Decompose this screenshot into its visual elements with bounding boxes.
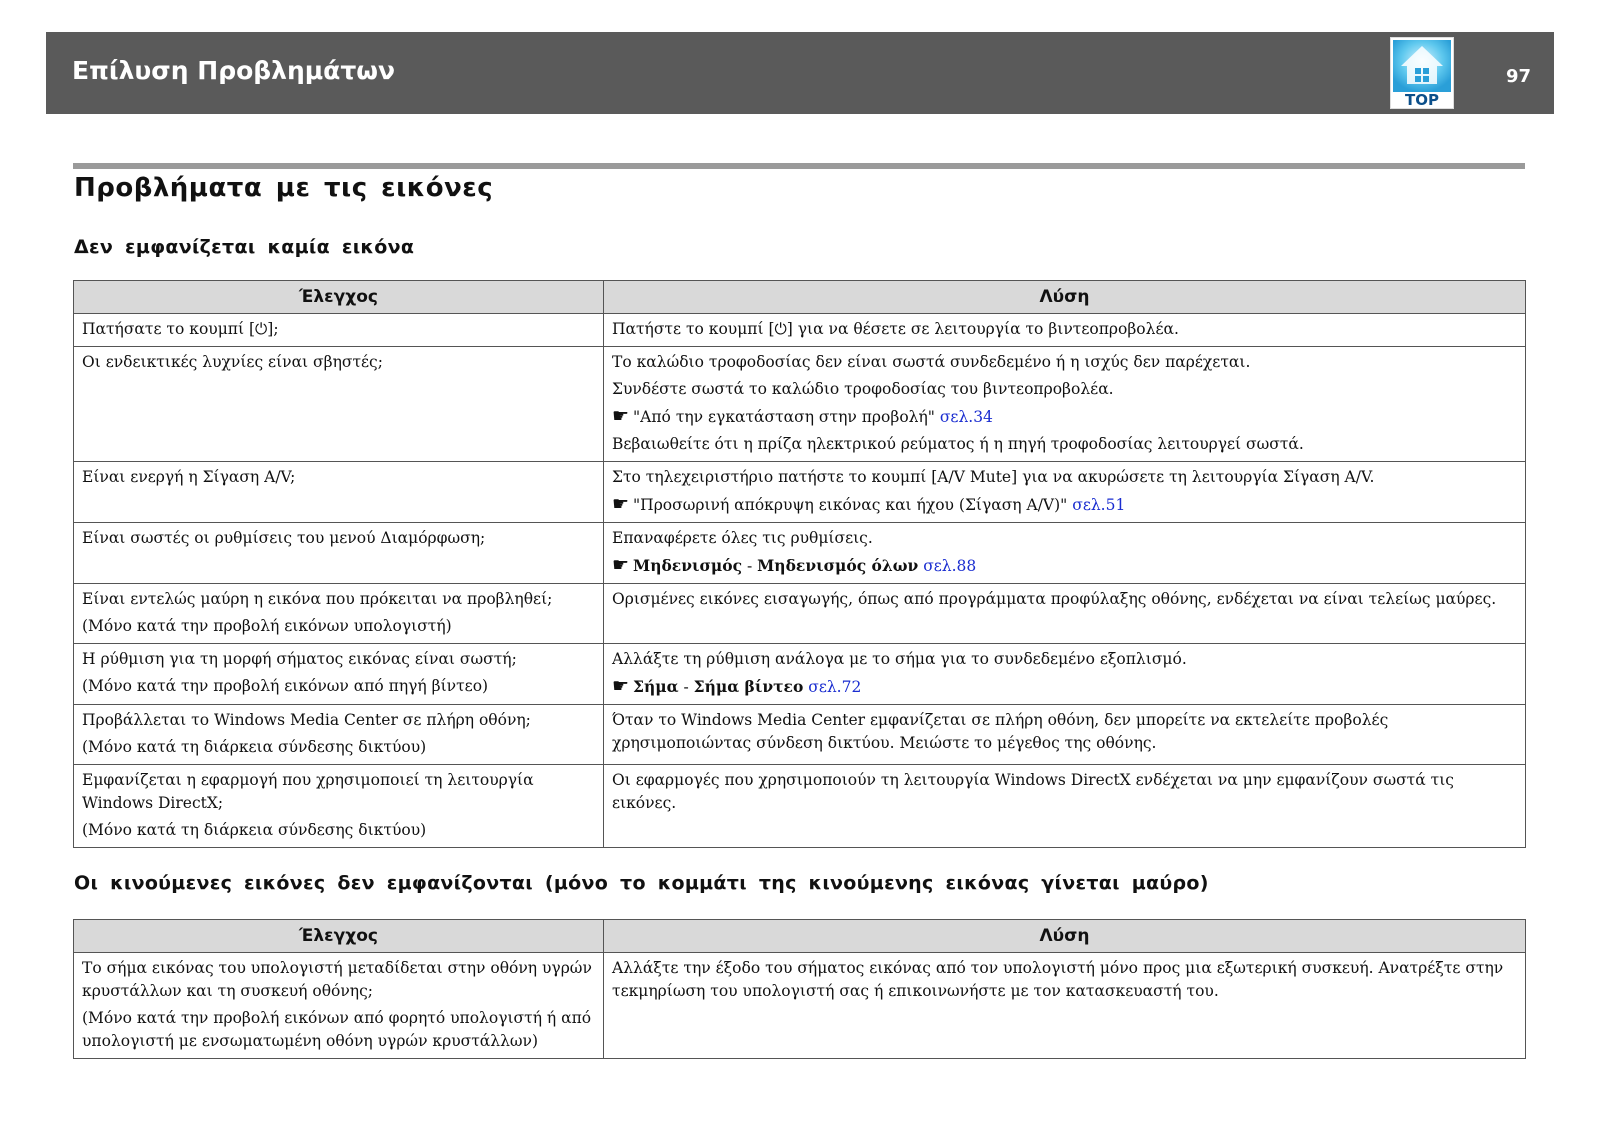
check-cell: Το σήμα εικόνας του υπολογιστή μεταδίδεται στην οθόνη υγρών κρυστάλλων και τη συσκευή οθόνης; (Μόνο κατά την προβολή εικόνων από φορητό υπολογιστή ή από υπολογιστή με ενσωματωμένη οθόνη υγρών κρυστάλλων) bbox=[74, 953, 604, 1059]
page-header bbox=[46, 32, 1554, 114]
section-title-no-image: Δεν εμφανίζεται καμία εικόνα bbox=[74, 236, 415, 258]
pointing-hand-icon: ☛ bbox=[612, 405, 630, 427]
page-link[interactable]: σελ.51 bbox=[1072, 496, 1126, 514]
column-header-solution: Λύση bbox=[604, 920, 1526, 953]
solution-cell: Πατήστε το κουμπί [⏻] για να θέσετε σε λειτουργία το βιντεοπροβολέα. bbox=[604, 314, 1526, 347]
solution-cell: Όταν το Windows Media Center εμφανίζεται σε πλήρη οθόνη, δεν μπορείτε να εκτελείτε προβολές χρησιμοποιώντας σύνδεση δικτύου. Μειώστε το μέγεθος της οθόνης. bbox=[604, 705, 1526, 765]
solution-cell: Αλλάξτε την έξοδο του σήματος εικόνας από τον υπολογιστή μόνο προς μια εξωτερική συσκευή. Ανατρέξτε στην τεκμηρίωση του υπολογιστή σας ή επικοινωνήστε με τον κατασκευαστή του. bbox=[604, 953, 1526, 1059]
header-title: Επίλυση Προβλημάτων bbox=[72, 56, 396, 85]
solution-cell: Στο τηλεχειριστήριο πατήστε το κουμπί [A/V Mute] για να ακυρώσετε τη λειτουργία Σίγαση A/V. ☛ "Προσωρινή απόκρυψη εικόνας και ήχου (Σίγαση A/V)" σελ.51 bbox=[604, 462, 1526, 523]
solution-cell: Επαναφέρετε όλες τις ρυθμίσεις. ☛ Μηδενισμός - Μηδενισμός όλων σελ.88 bbox=[604, 523, 1526, 584]
table-header-row bbox=[74, 920, 1526, 953]
check-cell: Είναι εντελώς μαύρη η εικόνα που πρόκειται να προβληθεί; (Μόνο κατά την προβολή εικόνων υπολογιστή) bbox=[74, 584, 604, 644]
solution-cell: Το καλώδιο τροφοδοσίας δεν είναι σωστά συνδεδεμένο ή η ισχύς δεν παρέχεται. Συνδέστε σωστά το καλώδιο τροφοδοσίας του βιντεοπροβολέα. ☛ "Από την εγκατάσταση στην προβολή" σελ.34 Βεβαιωθείτε ότι η πρίζα ηλεκτρικού ρεύματος ή η πηγή τροφοδοσίας λειτουργεί σωστά. bbox=[604, 347, 1526, 462]
column-header-check: Έλεγχος bbox=[74, 281, 604, 314]
top-label: TOP bbox=[1405, 91, 1439, 108]
table-row bbox=[74, 953, 1526, 1059]
table-moving-images bbox=[73, 919, 1526, 1059]
column-header-check: Έλεγχος bbox=[74, 920, 604, 953]
table-row bbox=[74, 705, 1526, 765]
pointing-hand-icon: ☛ bbox=[612, 675, 630, 697]
table-row bbox=[74, 765, 1526, 848]
table-row bbox=[74, 584, 1526, 644]
top-button[interactable] bbox=[1390, 37, 1454, 109]
section-title-moving-images: Οι κινούμενες εικόνες δεν εμφανίζονται (μόνο το κομμάτι της κινούμενης εικόνας γίνεται μαύρο) bbox=[74, 872, 1209, 894]
page-link[interactable]: σελ.34 bbox=[939, 408, 993, 426]
check-cell: Εμφανίζεται η εφαρμογή που χρησιμοποιεί τη λειτουργία Windows DirectX; (Μόνο κατά τη διάρκεια σύνδεσης δικτύου) bbox=[74, 765, 604, 848]
page-link[interactable]: σελ.88 bbox=[923, 557, 977, 575]
table-row bbox=[74, 314, 1526, 347]
page-link[interactable]: σελ.72 bbox=[808, 678, 862, 696]
check-cell: Οι ενδεικτικές λυχνίες είναι σβηστές; bbox=[74, 347, 604, 462]
table-row bbox=[74, 644, 1526, 705]
check-cell: Πατήσατε το κουμπί [⏻]; bbox=[74, 314, 604, 347]
title-rule bbox=[73, 163, 1525, 169]
table-no-image bbox=[73, 280, 1526, 848]
table-header-row bbox=[74, 281, 1526, 314]
column-header-solution: Λύση bbox=[604, 281, 1526, 314]
table-row bbox=[74, 523, 1526, 584]
check-cell: Η ρύθμιση για τη μορφή σήματος εικόνας είναι σωστή; (Μόνο κατά την προβολή εικόνων από πηγή βίντεο) bbox=[74, 644, 604, 705]
check-cell: Προβάλλεται το Windows Media Center σε πλήρη οθόνη; (Μόνο κατά τη διάρκεια σύνδεσης δικτύου) bbox=[74, 705, 604, 765]
solution-cell: Ορισμένες εικόνες εισαγωγής, όπως από προγράμματα προφύλαξης οθόνης, ενδέχεται να είναι τελείως μαύρες. bbox=[604, 584, 1526, 644]
solution-cell: Αλλάξτε τη ρύθμιση ανάλογα με το σήμα για το συνδεδεμένο εξοπλισμό. ☛ Σήμα - Σήμα βίντεο σελ.72 bbox=[604, 644, 1526, 705]
pointing-hand-icon: ☛ bbox=[612, 554, 630, 576]
solution-cell: Οι εφαρμογές που χρησιμοποιούν τη λειτουργία Windows DirectX ενδέχεται να μην εμφανίζουν σωστά τις εικόνες. bbox=[604, 765, 1526, 848]
check-cell: Είναι ενεργή η Σίγαση A/V; bbox=[74, 462, 604, 523]
home-icon bbox=[1391, 38, 1453, 108]
check-cell: Είναι σωστές οι ρυθμίσεις του μενού Διαμόρφωση; bbox=[74, 523, 604, 584]
page-title: Προβλήματα με τις εικόνες bbox=[74, 173, 494, 203]
table-row bbox=[74, 347, 1526, 462]
page-number: 97 bbox=[1506, 66, 1532, 87]
pointing-hand-icon: ☛ bbox=[612, 493, 630, 515]
table-row bbox=[74, 462, 1526, 523]
